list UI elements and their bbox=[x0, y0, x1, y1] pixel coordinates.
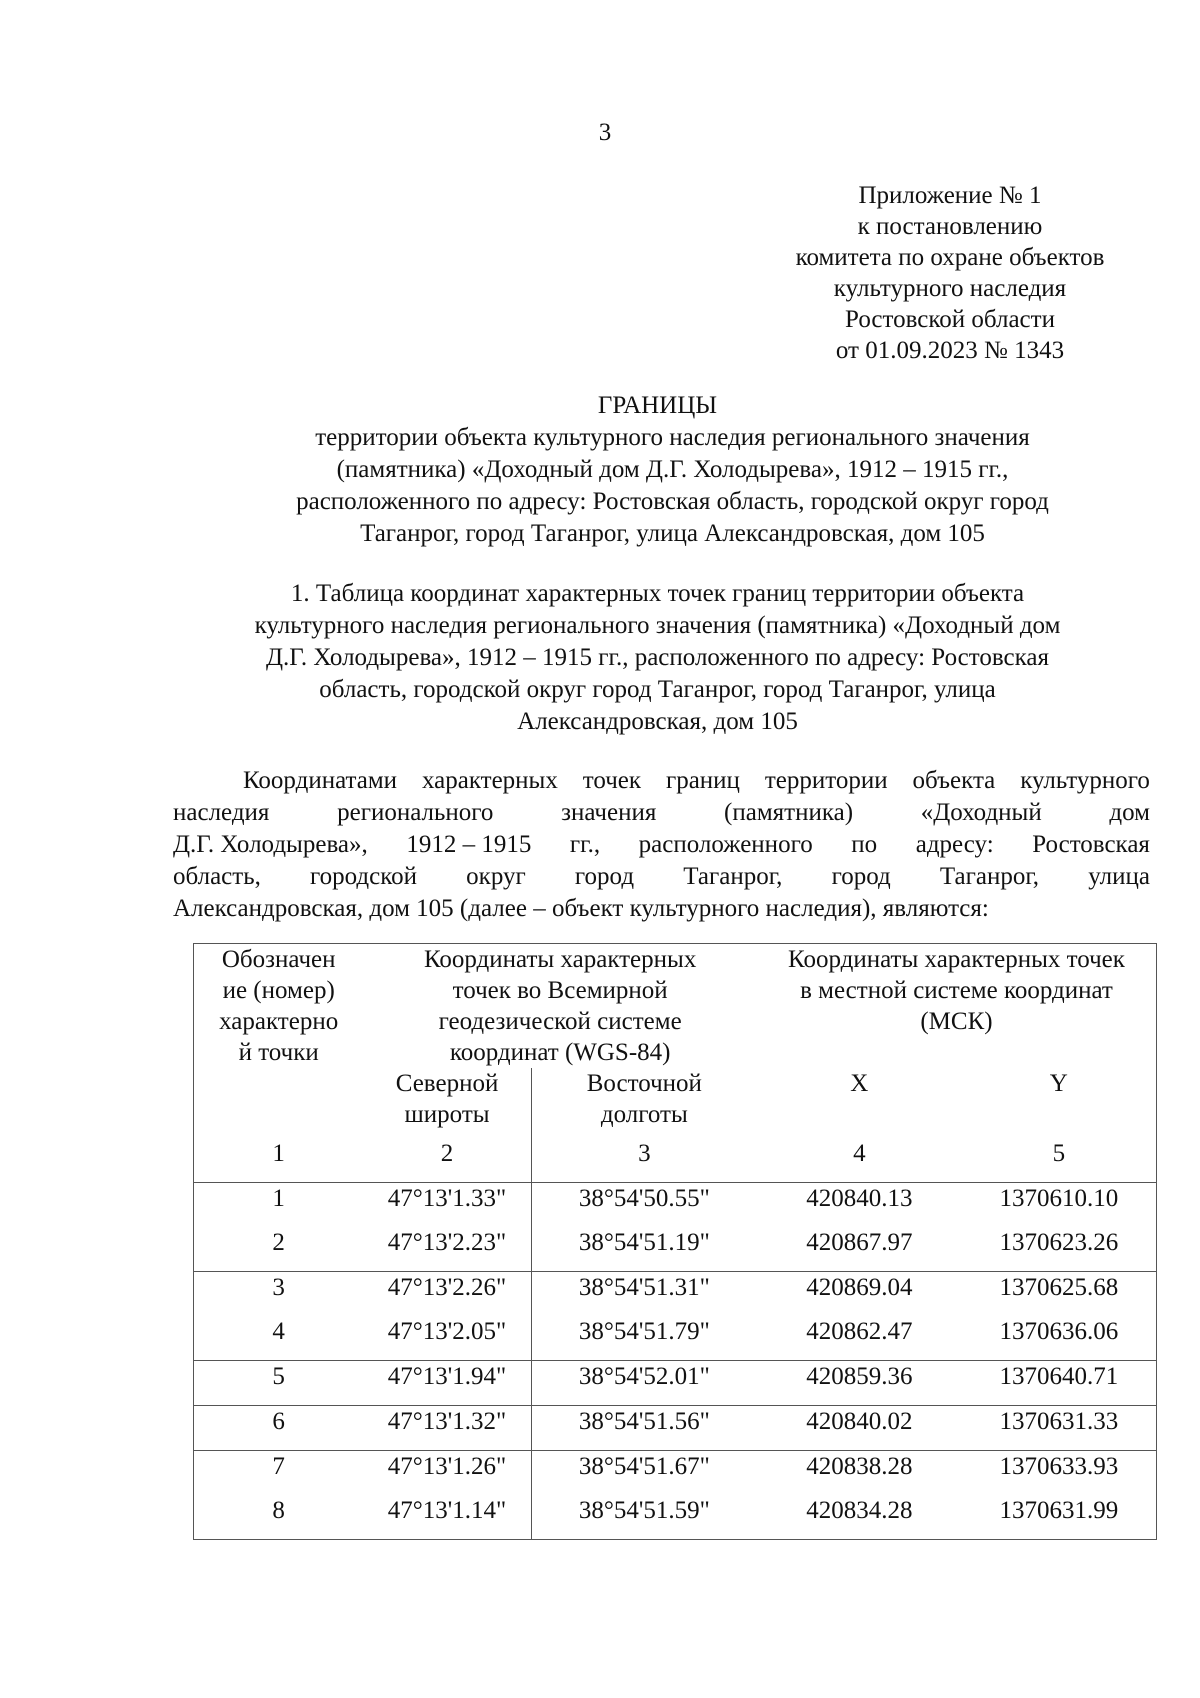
subheading-line: Таганрог, город Таганрог, улица Александровская, дом 105 bbox=[360, 520, 985, 547]
header-text: долготы bbox=[600, 1101, 688, 1128]
paragraph-word: Таганрог, bbox=[939, 863, 1040, 890]
table-cell-y: 1370636.06 bbox=[999, 1318, 1119, 1345]
table-row bbox=[194, 1361, 1157, 1406]
paragraph-word: (памятника) bbox=[724, 799, 854, 826]
paragraph-line bbox=[173, 861, 1150, 893]
table-cell-n: 3 bbox=[194, 1272, 364, 1317]
paragraph-word: Александровская, дом 105 (далее – объект культурного наследия), являются: bbox=[173, 895, 989, 922]
table-cell-y: 1370631.99 bbox=[999, 1497, 1119, 1524]
header-text: характерно bbox=[219, 1008, 339, 1035]
paragraph-word: объекта bbox=[912, 767, 996, 794]
paragraph-word: границ bbox=[665, 767, 740, 794]
table-cell-x: 420869.04 bbox=[757, 1272, 962, 1317]
table-cell-n: 4 bbox=[272, 1318, 285, 1345]
header-text: геодезической системе bbox=[438, 1008, 682, 1035]
table-cell-lat: 47°13'1.26" bbox=[363, 1451, 531, 1496]
table-cell-x: 420862.47 bbox=[806, 1318, 913, 1345]
paragraph-word: область, bbox=[173, 863, 261, 890]
paragraph-word: Координатами bbox=[243, 767, 398, 794]
table-row bbox=[194, 1227, 1157, 1272]
table-cell-lat: 47°13'2.23" bbox=[387, 1229, 507, 1256]
table-cell-lat: 47°13'2.26" bbox=[363, 1272, 531, 1317]
paragraph-word: «Доходный bbox=[920, 799, 1042, 826]
table-row bbox=[194, 1406, 1157, 1451]
coordinates-table bbox=[193, 943, 1157, 1540]
paragraph-word: территории bbox=[764, 767, 888, 794]
table-cell-x: 420859.36 bbox=[757, 1361, 962, 1406]
table-row bbox=[194, 1316, 1157, 1361]
paragraph-word: регионального bbox=[337, 799, 494, 826]
column-number: 2 bbox=[440, 1140, 454, 1167]
header-wgs84 bbox=[363, 944, 757, 1069]
header-text: (МСК) bbox=[920, 1008, 993, 1035]
paragraph-line bbox=[173, 893, 1150, 925]
paragraph-word: по bbox=[851, 831, 878, 858]
paragraph-word: Ростовская bbox=[1032, 831, 1150, 858]
table-cell-x: 420867.97 bbox=[806, 1229, 913, 1256]
header-msk bbox=[757, 944, 1157, 1069]
subheading-line: (памятника) «Доходный дом Д.Г. Холодырева», 1912 – 1915 гг., bbox=[336, 456, 1009, 483]
table-cell-n: 5 bbox=[194, 1361, 364, 1406]
annex-line: от 01.09.2023 № 1343 bbox=[835, 337, 1065, 364]
paragraph-word: 1912 – 1915 bbox=[406, 831, 532, 858]
header-text: в местной системе координат bbox=[800, 977, 1113, 1004]
paragraph-word: городской bbox=[310, 863, 417, 890]
paragraph-word: адресу: bbox=[915, 831, 994, 858]
table-cell-y: 1370625.68 bbox=[962, 1272, 1157, 1317]
paragraph-word: точек bbox=[582, 767, 642, 794]
header-text: точек во Всемирной bbox=[452, 977, 668, 1004]
section-title-line: область, городской округ город Таганрог, город Таганрог, улица bbox=[319, 676, 996, 703]
paragraph-word: культурного bbox=[1020, 767, 1150, 794]
table-cell-lon: 38°54'51.59" bbox=[531, 1495, 757, 1540]
header-text: широты bbox=[404, 1101, 490, 1128]
header-y: Y bbox=[1049, 1070, 1068, 1097]
page-number: 3 bbox=[598, 119, 612, 146]
table-cell-lon: 38°54'51.79" bbox=[531, 1316, 757, 1361]
paragraph-line bbox=[173, 797, 1150, 829]
annex-line: комитета по охране объектов bbox=[795, 244, 1105, 271]
table-cell-lon: 38°54'51.56" bbox=[531, 1406, 757, 1451]
paragraph-word: гг., bbox=[569, 831, 601, 858]
header-text: Обозначен bbox=[221, 946, 336, 973]
section-title-line: культурного наследия регионального значения (памятника) «Доходный дом bbox=[254, 612, 1061, 639]
header-text: координат (WGS-84) bbox=[449, 1039, 671, 1066]
subheading-line: территории объекта культурного наследия регионального значения bbox=[315, 424, 1030, 451]
paragraph-word: улица bbox=[1088, 863, 1150, 890]
table-cell-x: 420840.13 bbox=[757, 1183, 962, 1228]
paragraph-word: дом bbox=[1109, 799, 1150, 826]
table-row bbox=[194, 1495, 1157, 1540]
annex-line: Приложение № 1 bbox=[858, 182, 1042, 209]
paragraph-word: город bbox=[574, 863, 635, 890]
section-title-line: Д.Г. Холодырева», 1912 – 1915 гг., расположенного по адресу: Ростовская bbox=[266, 644, 1049, 671]
subheading-line: расположенного по адресу: Ростовская область, городской округ город bbox=[296, 488, 1049, 515]
header-latitude bbox=[363, 1068, 531, 1138]
table-cell-lat: 47°13'1.14" bbox=[387, 1497, 507, 1524]
table-cell-lon: 38°54'51.67" bbox=[531, 1451, 757, 1496]
table-cell-lat: 47°13'1.94" bbox=[363, 1361, 531, 1406]
paragraph-word: наследия bbox=[173, 799, 270, 826]
table-cell-lat: 47°13'1.32" bbox=[363, 1406, 531, 1451]
header-longitude bbox=[531, 1068, 757, 1138]
table-cell-x: 420838.28 bbox=[757, 1451, 962, 1496]
paragraph-line bbox=[173, 765, 1150, 797]
column-number: 5 bbox=[1052, 1140, 1066, 1167]
table-cell-x: 420840.02 bbox=[757, 1406, 962, 1451]
paragraph-word: город bbox=[831, 863, 891, 890]
section-title-line: Александровская, дом 105 bbox=[517, 708, 798, 735]
paragraph-word: характерных bbox=[421, 767, 558, 794]
table-cell-n: 2 bbox=[272, 1229, 285, 1256]
paragraph-word: расположенного bbox=[638, 831, 813, 858]
section-title-line: 1. Таблица координат характерных точек границ территории объекта bbox=[290, 580, 1025, 607]
annex-block bbox=[745, 180, 1155, 366]
paragraph-word: округ bbox=[466, 863, 526, 890]
table-cell-lon: 38°54'51.19" bbox=[531, 1227, 757, 1272]
table-cell-lon: 38°54'52.01" bbox=[531, 1361, 757, 1406]
table-cell-n: 7 bbox=[194, 1451, 364, 1496]
table-cell-n: 8 bbox=[272, 1497, 285, 1524]
annex-line: к постановлению bbox=[857, 213, 1043, 240]
table-row bbox=[194, 1183, 1157, 1228]
header-text: ие (номер) bbox=[222, 977, 335, 1004]
table-cell-y: 1370633.93 bbox=[962, 1451, 1157, 1496]
table-cell-lat: 47°13'1.33" bbox=[363, 1183, 531, 1228]
table-cell-lat: 47°13'2.05" bbox=[387, 1318, 507, 1345]
column-number: 1 bbox=[272, 1140, 285, 1167]
table-cell-n: 1 bbox=[194, 1183, 364, 1228]
header-text: й точки bbox=[238, 1039, 319, 1066]
table-cell-lon: 38°54'50.55" bbox=[531, 1183, 757, 1228]
table-cell-y: 1370623.26 bbox=[999, 1229, 1119, 1256]
column-number: 4 bbox=[853, 1140, 866, 1167]
column-number: 3 bbox=[531, 1138, 757, 1183]
table-row bbox=[194, 1451, 1157, 1496]
table-cell-y: 1370610.10 bbox=[962, 1183, 1157, 1228]
section-title bbox=[180, 578, 1135, 738]
table-cell-y: 1370640.71 bbox=[962, 1361, 1157, 1406]
table-cell-n: 6 bbox=[194, 1406, 364, 1451]
paragraph-line bbox=[173, 829, 1150, 861]
document-subheading bbox=[200, 422, 1145, 550]
annex-line: культурного наследия bbox=[833, 275, 1067, 302]
table-row bbox=[194, 1272, 1157, 1317]
header-text: Координаты характерных точек bbox=[788, 946, 1125, 973]
table-cell-y: 1370631.33 bbox=[962, 1406, 1157, 1451]
paragraph-word: Д.Г. Холодырева», bbox=[173, 831, 368, 858]
paragraph-word: Таганрог, bbox=[683, 863, 783, 890]
paragraph-word: значения bbox=[561, 799, 657, 826]
header-text: Координаты характерных bbox=[423, 946, 697, 973]
header-x: X bbox=[850, 1070, 869, 1097]
annex-line: Ростовской области bbox=[845, 306, 1055, 333]
document-heading: ГРАНИЦЫ bbox=[597, 392, 718, 419]
header-point-designation bbox=[194, 944, 364, 1139]
body-paragraph bbox=[173, 765, 1150, 925]
table-cell-x: 420834.28 bbox=[806, 1497, 913, 1524]
header-text: Восточной bbox=[586, 1070, 702, 1097]
table-cell-lon: 38°54'51.31" bbox=[531, 1272, 757, 1317]
header-text: Северной bbox=[395, 1070, 499, 1097]
